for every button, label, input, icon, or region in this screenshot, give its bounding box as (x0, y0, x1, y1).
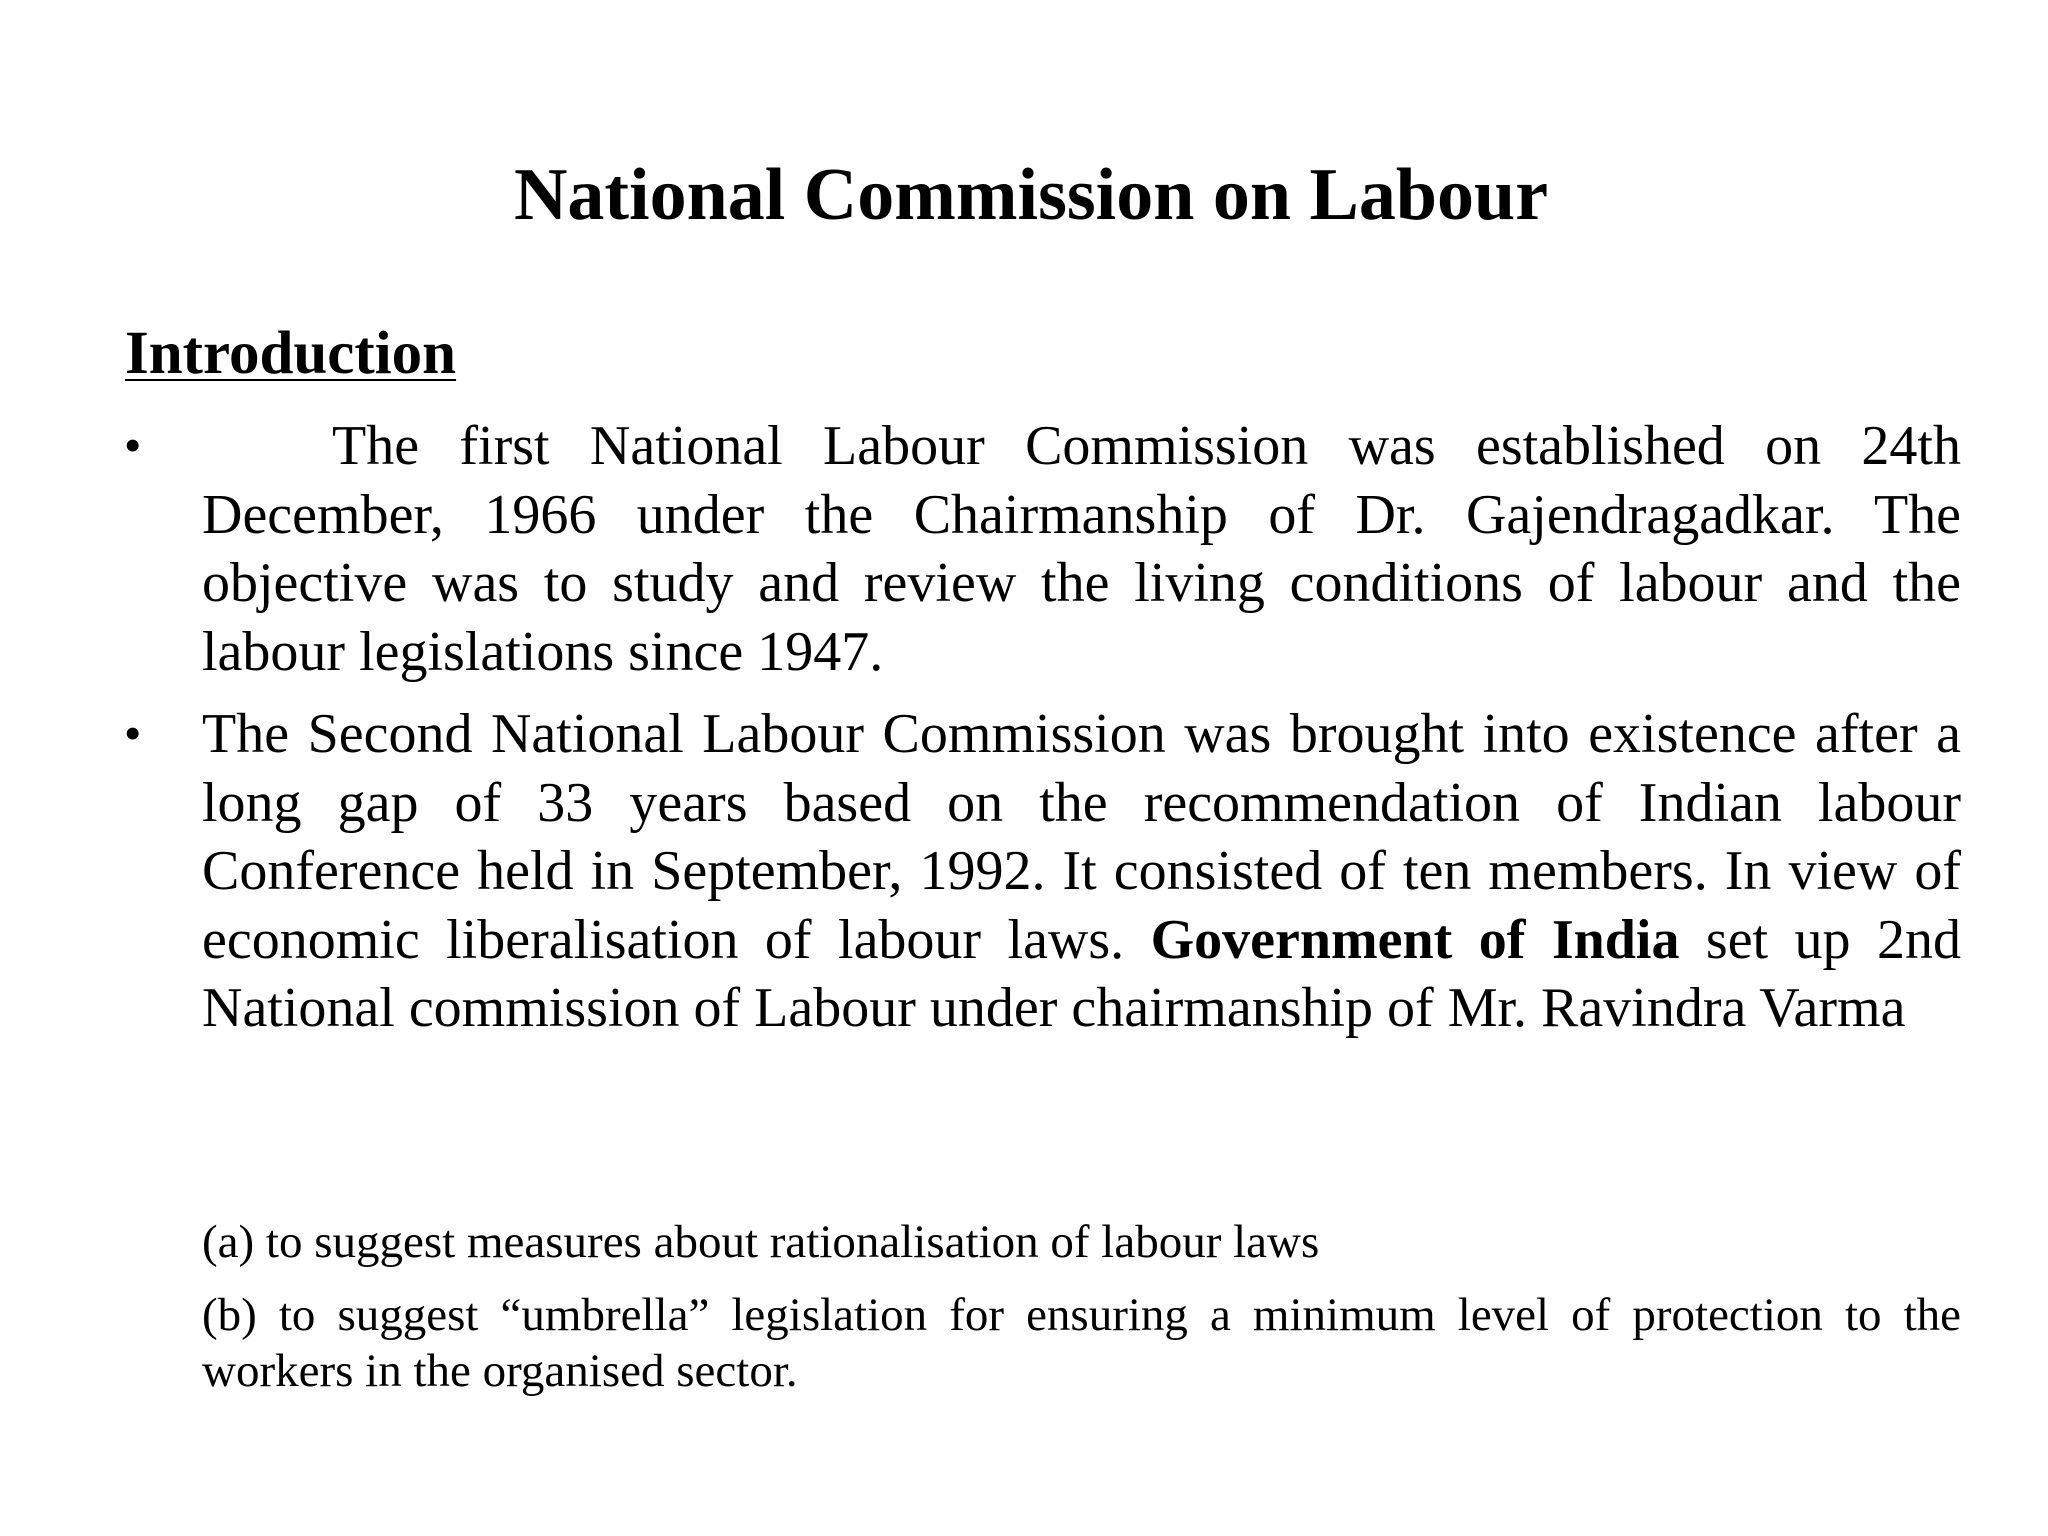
bullet-marker: • (125, 709, 141, 758)
bullet-text-2-after: set up 2nd National commission of Labour under chairmanship of Mr. Ravindra Varma (202, 908, 1961, 1039)
bullet-text-2-before: The Second National Labour Commission was brought into existence after a long gap of 33 years based on the recommendation of Indian labour Conference held in September, 1992. It consisted of ten members. In view of economic liberalisation of labour laws. (202, 703, 1961, 971)
bullet-item-1 (125, 412, 1961, 686)
slide-title: National Commission on Labour (513, 154, 1549, 236)
sub-point-b: (b) to suggest “umbrella” legislation for ensuring a minimum level of protection to the workers in the organised sector. (202, 1289, 1961, 1397)
bold-phrase: Government of India (1150, 908, 1680, 971)
sub-point-a: (a) to suggest measures about rationalisation of labour laws (202, 1216, 1320, 1268)
bullet-text-1: The first National Labour Commission was established on 24th December, 1966 under the Chairmanship of Dr. Gajendragadkar. The objective was to study and review the living conditions of labour and the labour legislations since 1947. (202, 415, 1961, 683)
bullet-text-2 (202, 700, 1961, 1043)
bullet-marker: • (125, 421, 141, 470)
section-heading: Introduction (125, 320, 457, 387)
bullet-item-2 (125, 700, 1961, 1043)
